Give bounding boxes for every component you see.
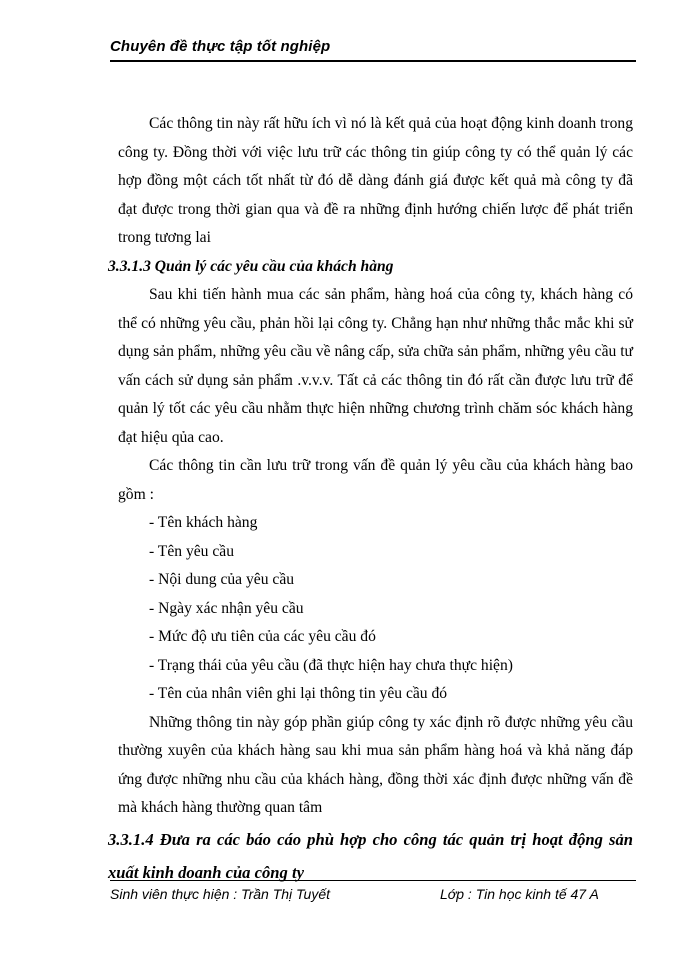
- stored-info-list: [118, 509, 633, 709]
- list-item: - Mức độ ưu tiên của các yêu cầu đó: [149, 628, 376, 645]
- list-item: - Trạng thái của yêu cầu (đã thực hiện hay chưa thực hiện): [149, 656, 513, 674]
- section-heading-reports: 3.3.1.4 Đưa ra các báo cáo phù hợp cho công tác quản trị hoạt động sản xuất kinh doanh của công ty: [108, 829, 633, 882]
- list-item: - Nội dung của yêu cầu: [149, 571, 295, 588]
- footer-divider: [110, 880, 636, 881]
- paragraph-customer-requests: Sau khi tiến hành mua các sản phẩm, hàng hoá của công ty, khách hàng có thể có những yêu cầu, phản hồi lại công ty. Chẳng hạn như những thắc mắc khi sử dụng sản phẩm, những yêu cầu về nâng cấp, sửa chữa sản phẩm, những yêu cầu tư vấn cách sử dụng sản phẩm .v.v.v. Tất cả các thông tin đó rất cần được lưu trữ để quản lý tốt các yêu cầu nhằm thực hiện những chương trình chăm sóc khách hàng đạt hiệu qủa cao.: [118, 286, 633, 446]
- paragraph-summary: Những thông tin này góp phần giúp công ty xác định rõ được những yêu cầu thường xuyên của khách hàng sau khi mua sản phẩm hàng hoá và khả năng đáp ứng được những nhu cầu của khách hàng, đồng thời xác định được những vấn đề mà khách hàng thường quan tâm: [118, 713, 633, 816]
- list-item: - Ngày xác nhận yêu cầu: [149, 599, 304, 617]
- document-body: [108, 110, 633, 889]
- page-header-title: Chuyên đề thực tập tốt nghiệp: [110, 38, 331, 55]
- header-divider: [110, 60, 636, 62]
- footer-student: Sinh viên thực hiện : Trần Thị Tuyết: [110, 886, 331, 902]
- footer-class: Lớp : Tin học kinh tế 47 A: [440, 886, 599, 902]
- section-heading-customer-requests: 3.3.1.3 Quản lý các yêu cầu của khách hàng: [108, 257, 394, 275]
- paragraph-intro: Các thông tin này rất hữu ích vì nó là kết quả của hoạt động kinh doanh trong công ty. Đồng thời với việc lưu trữ các thông tin giúp công ty có thể quản lý các hợp đồng một cách tốt nhất từ đó dễ dàng đánh giá được kết quả mà công ty đã đạt được trong thời gian qua và đề ra những định hướng chiến lược để phát triển trong tương lai: [118, 115, 633, 246]
- list-item: - Tên khách hàng: [149, 514, 258, 531]
- paragraph-stored-info: Các thông tin cần lưu trữ trong vấn đề quản lý yêu cầu của khách hàng bao gồm :: [118, 457, 633, 503]
- list-item: - Tên yêu cầu: [149, 542, 235, 560]
- list-item: - Tên của nhân viên ghi lại thông tin yêu cầu đó: [149, 685, 448, 702]
